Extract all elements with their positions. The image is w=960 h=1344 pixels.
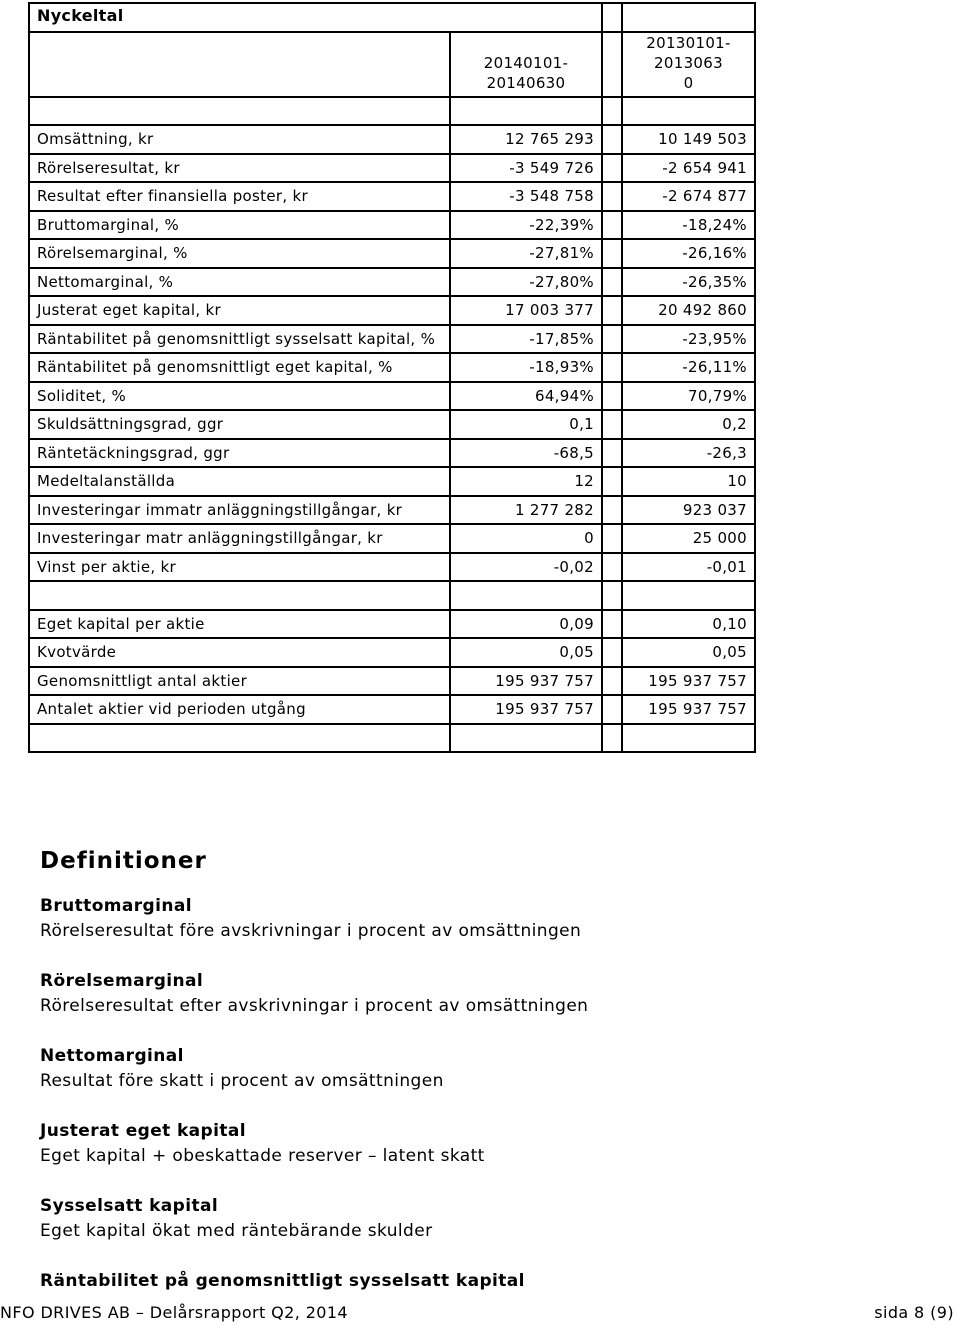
table-row (29, 325, 755, 354)
row-label: Justerat eget kapital, kr (29, 296, 450, 325)
value-2014: 12 (450, 467, 602, 496)
value-2014: -22,39% (450, 211, 602, 240)
definition-description: Rörelseresultat före avskrivningar i procent av omsättningen (40, 921, 582, 941)
value-2013: 20 492 860 (622, 296, 755, 325)
page-footer (0, 1303, 954, 1325)
footer-page-number: sida 8 (9) (874, 1303, 954, 1322)
row-label: Skuldsättningsgrad, ggr (29, 410, 450, 439)
value-2014: 195 937 757 (450, 667, 602, 696)
definition-term: Nettomarginal (40, 1046, 184, 1066)
table-row (29, 667, 755, 696)
row-label: Nettomarginal, % (29, 268, 450, 297)
row-label: Investeringar immatr anläggningstillgångar, kr (29, 496, 450, 525)
value-2014: 1 277 282 (450, 496, 602, 525)
row-label: Vinst per aktie, kr (29, 553, 450, 582)
table-header-row (29, 32, 755, 97)
value-2013: -26,35% (622, 268, 755, 297)
table-row (29, 182, 755, 211)
row-label: Räntabilitet på genomsnittligt sysselsatt kapital, % (29, 325, 450, 354)
value-2013: 0,2 (622, 410, 755, 439)
period-header-2014: 20140101- 20140630 (450, 32, 602, 97)
value-2013: 70,79% (622, 382, 755, 411)
row-label: Eget kapital per aktie (29, 610, 450, 639)
table-row (29, 211, 755, 240)
table-row (29, 553, 755, 582)
row-label: Kvotvärde (29, 638, 450, 667)
footer-document-title: NFO DRIVES AB – Delårsrapport Q2, 2014 (0, 1303, 349, 1322)
value-2013: 10 149 503 (622, 125, 755, 154)
table-row (29, 695, 755, 724)
definition-description: Rörelseresultat efter avskrivningar i procent av omsättningen (40, 996, 589, 1016)
value-2013: -26,11% (622, 353, 755, 382)
definition-term: Räntabilitet på genomsnittligt sysselsatt kapital (40, 1271, 525, 1291)
table-row (29, 610, 755, 639)
table-spacer-row (29, 97, 755, 125)
value-2013: 195 937 757 (622, 667, 755, 696)
value-2014: -27,80% (450, 268, 602, 297)
value-2013: 195 937 757 (622, 695, 755, 724)
table-row (29, 125, 755, 154)
row-label: Genomsnittligt antal aktier (29, 667, 450, 696)
definition-item (40, 894, 920, 969)
value-2013: -0,01 (622, 553, 755, 582)
definition-term: Sysselsatt kapital (40, 1196, 219, 1216)
value-2013: 25 000 (622, 524, 755, 553)
value-2014: -68,5 (450, 439, 602, 468)
value-2014: 0,05 (450, 638, 602, 667)
value-2013: -23,95% (622, 325, 755, 354)
table-row (29, 239, 755, 268)
table-spacer-row (29, 581, 755, 610)
definition-item (40, 1044, 920, 1119)
value-2014: -17,85% (450, 325, 602, 354)
definition-term: Justerat eget kapital (40, 1121, 246, 1141)
row-label: Medeltalanställda (29, 467, 450, 496)
definition-item (40, 1119, 920, 1194)
key-figures-table (28, 2, 756, 753)
row-label: Bruttomarginal, % (29, 211, 450, 240)
row-label: Omsättning, kr (29, 125, 450, 154)
definitions-list (40, 894, 920, 1344)
value-2013: -2 674 877 (622, 182, 755, 211)
value-2014: -0,02 (450, 553, 602, 582)
table-row (29, 154, 755, 183)
value-2014: -3 549 726 (450, 154, 602, 183)
table-row (29, 268, 755, 297)
period-header-2013: 20130101- 2013063 0 (622, 32, 755, 97)
value-2013: 0,10 (622, 610, 755, 639)
definition-description: Resultat före skatt i procent av omsättningen (40, 1071, 444, 1091)
value-2014: 0,1 (450, 410, 602, 439)
table-row (29, 496, 755, 525)
value-2013: 923 037 (622, 496, 755, 525)
table-row (29, 467, 755, 496)
value-2014: 12 765 293 (450, 125, 602, 154)
row-label: Räntabilitet på genomsnittligt eget kapital, % (29, 353, 450, 382)
row-label: Antalet aktier vid perioden utgång (29, 695, 450, 724)
value-2014: 0 (450, 524, 602, 553)
value-2014: 64,94% (450, 382, 602, 411)
definition-description: Eget kapital + obeskattade reserver – latent skatt (40, 1146, 485, 1166)
value-2013: -2 654 941 (622, 154, 755, 183)
table-row (29, 296, 755, 325)
table-spacer-row (29, 724, 755, 753)
row-label: Soliditet, % (29, 382, 450, 411)
value-2013: 10 (622, 467, 755, 496)
row-label: Rörelsemarginal, % (29, 239, 450, 268)
value-2014: 195 937 757 (450, 695, 602, 724)
definition-term: Rörelsemarginal (40, 971, 204, 991)
value-2013: -26,16% (622, 239, 755, 268)
value-2013: -18,24% (622, 211, 755, 240)
table-row (29, 410, 755, 439)
definition-item (40, 969, 920, 1044)
definitions-heading: Definitioner (40, 848, 207, 874)
value-2014: -27,81% (450, 239, 602, 268)
value-2014: -18,93% (450, 353, 602, 382)
row-label: Investeringar matr anläggningstillgångar, kr (29, 524, 450, 553)
table-row (29, 439, 755, 468)
definitions-section (40, 846, 920, 1344)
table-row (29, 353, 755, 382)
value-2013: -26,3 (622, 439, 755, 468)
table-title: Nyckeltal (29, 3, 602, 32)
table-row (29, 638, 755, 667)
definition-item (40, 1194, 920, 1269)
row-label: Resultat efter finansiella poster, kr (29, 182, 450, 211)
table-row (29, 382, 755, 411)
row-label: Rörelseresultat, kr (29, 154, 450, 183)
definition-term: Bruttomarginal (40, 896, 192, 916)
table-title-row (29, 3, 755, 32)
value-2014: -3 548 758 (450, 182, 602, 211)
value-2014: 17 003 377 (450, 296, 602, 325)
value-2014: 0,09 (450, 610, 602, 639)
definition-description: Eget kapital ökat med räntebärande skulder (40, 1221, 433, 1241)
table-row (29, 524, 755, 553)
value-2013: 0,05 (622, 638, 755, 667)
row-label: Räntetäckningsgrad, ggr (29, 439, 450, 468)
